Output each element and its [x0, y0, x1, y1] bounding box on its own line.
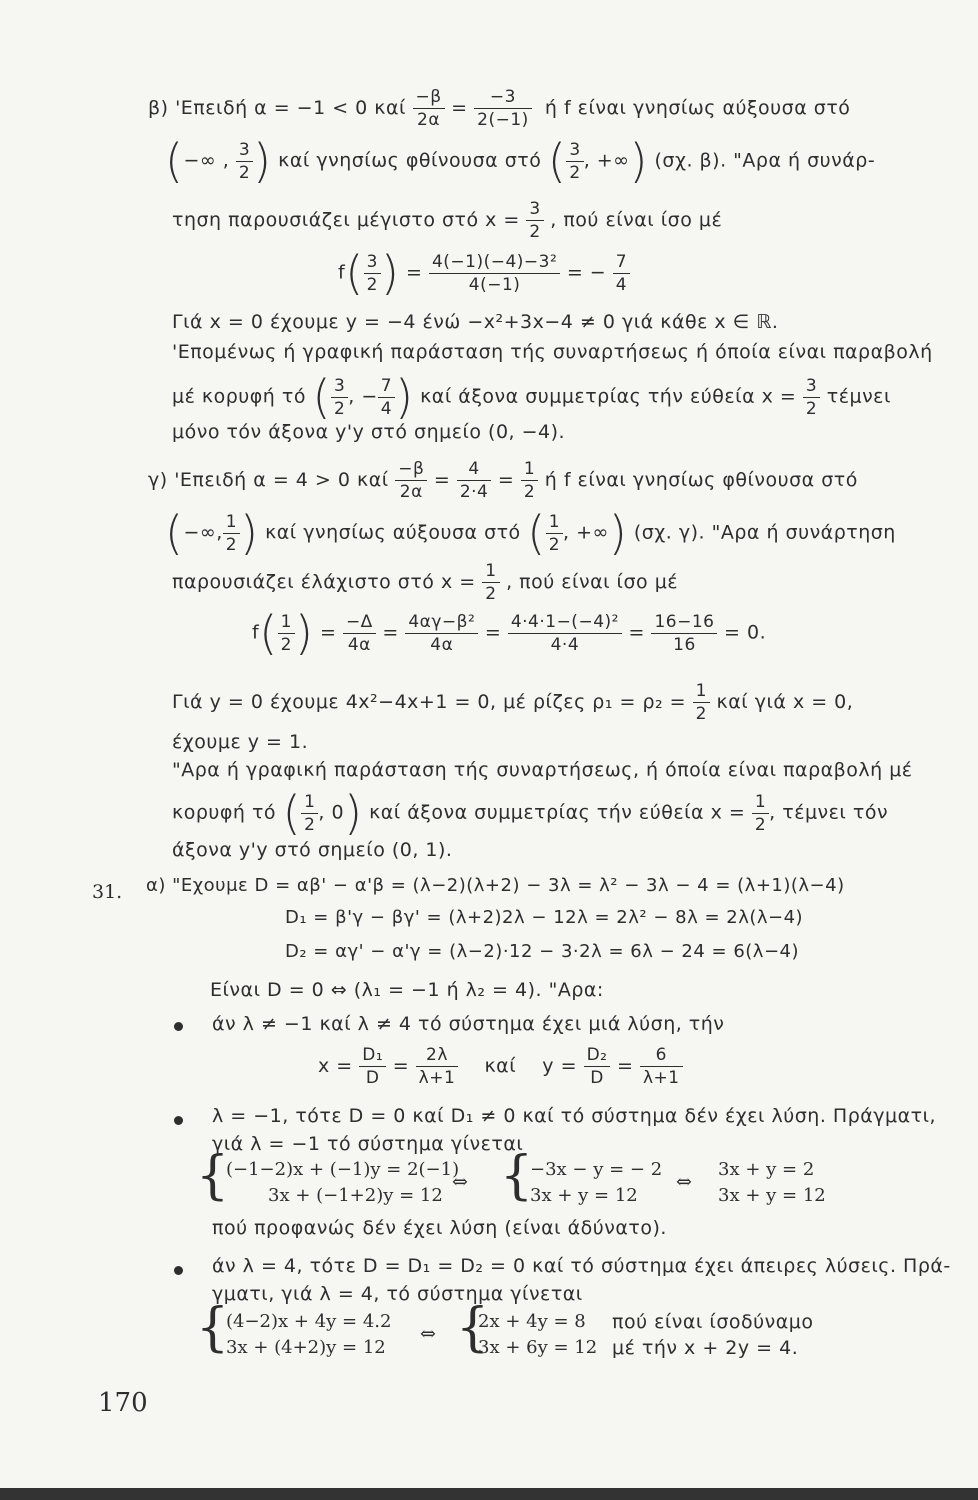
system-3-eq-1: 3x + y = 2 [718, 1159, 815, 1180]
beta-line-3: τηση παρουσιάζει μέγιστο στό x = $\frac{3}{2}$ , πού είναι ίσο μέ [172, 199, 723, 242]
left-brace: { [196, 1146, 230, 1206]
bullet [174, 1116, 183, 1125]
ex31-bullet-2: λ = −1, τότε D = 0 καί D₁ ≠ 0 καί τό σύστημα δέν έχει λύση. Πράγματι, [212, 1105, 937, 1127]
fraction: $\frac{-3}{2(-1)}$ [474, 86, 532, 131]
gamma-line-6: έχουμε y = 1. [172, 731, 309, 753]
ex31-line-2: D₁ = β'γ − βγ' = (λ+2)2λ − 12λ = 2λ² − 8λ = 2λ(λ−4) [285, 907, 804, 928]
equivalence-note-1: πού είναι ίσοδύναμο [612, 1311, 814, 1333]
beta-line-1: β) 'Επειδή α = −1 < 0 καί $\frac{-\beta}{2\alpha}$ = $\frac{-3}{2(-1)}$ ή f είναι γνησίως αύξουσα στό [148, 87, 851, 130]
scan-edge [0, 1488, 978, 1500]
iff-symbol: ⇔ [676, 1171, 692, 1193]
ex31-bullet-3: άν λ = 4, τότε D = D₁ = D₂ = 0 καί τό σύστημα έχει άπειρες λύσεις. Πρά- [212, 1255, 951, 1277]
beta-line-2: (−∞ , $\frac{3}{2}$ ) καί γνησίως φθίνουσα στό ( $\frac{3}{2}$ , +∞) (σχ. β). "Αρα ή συνάρ- [165, 134, 876, 188]
equivalence-note-2: μέ τήν x + 2y = 4. [612, 1337, 799, 1359]
system-2-eq-1: −3x − y = − 2 [530, 1159, 663, 1180]
system-4-eq-2: 3x + (4+2)y = 12 [226, 1337, 386, 1358]
fraction: $\frac{-\beta}{2\alpha}$ [413, 86, 445, 131]
bullet [174, 1266, 183, 1275]
system-1-eq-1: (−1−2)x + (−1)y = 2(−1) [226, 1159, 460, 1180]
beta-line-7: μέ κορυφή τό ( $\frac{3}{2}$ , − $\frac{7}{4}$ ) καί άξονα συμμετρίας τήν εύθεία x = $\frac{3}{2}$ τέμνει [172, 370, 891, 424]
left-brace: { [456, 1298, 490, 1358]
gamma-line-7: "Αρα ή γραφική παράσταση τής συναρτήσεως, ή όποία είναι παραβολή μέ [172, 759, 913, 781]
exercise-number: 31. [92, 881, 123, 903]
beta-line-8: μόνο τόν άξονα y'y στό σημείο (0, −4). [172, 421, 566, 443]
beta-line-5: Γιά x = 0 έχουμε y = −4 ένώ −x²+3x−4 ≠ 0 γιά κάθε x ∈ ℝ. [172, 311, 779, 333]
gamma-line-5: Γιά y = 0 έχουμε 4x²−4x+1 = 0, μέ ρίζες ρ₁ = ρ₂ = $\frac{1}{2}$ καί γιά x = 0, [172, 681, 854, 724]
ex31-bullet-3-b: γματι, γιά λ = 4, τό σύστημα γίνεται [212, 1283, 583, 1305]
system-1-eq-2: 3x + (−1+2)y = 12 [268, 1185, 443, 1206]
ex31-bullet-2-c: πού προφανώς δέν έχει λύση (είναι άδύνατο). [212, 1217, 667, 1239]
system-2-eq-2: 3x + y = 12 [530, 1185, 638, 1206]
gamma-line-3: παρουσιάζει έλάχιστο στό x = $\frac{1}{2}$ , πού είναι ίσο μέ [172, 561, 679, 604]
ex31-line-4: Είναι D = 0 ⇔ (λ₁ = −1 ή λ₂ = 4). "Αρα: [210, 979, 604, 1001]
left-brace: { [196, 1298, 230, 1358]
iff-symbol: ⇔ [420, 1323, 436, 1345]
bullet [174, 1022, 183, 1031]
gamma-line-9: άξονα y'y στό σημείο (0, 1). [172, 839, 453, 861]
ex31-line-3: D₂ = αγ' − α'γ = (λ−2)·12 − 3·2λ = 6λ − 24 = 6(λ−4) [285, 941, 800, 962]
beta-line-6: 'Επομένως ή γραφική παράσταση τής συναρτήσεως ή όποία είναι παραβολή [172, 341, 933, 363]
system-3-eq-2: 3x + y = 12 [718, 1185, 826, 1206]
system-5-eq-2: 3x + 6y = 12 [478, 1337, 598, 1358]
gamma-line-1: γ) 'Επειδή α = 4 > 0 καί $\frac{-\beta}{2\alpha}$ = $\frac{4}{2\cdot 4}$ = $\frac{1}{2}$ ή f είναι γνησίως φθίνουσα στό [148, 459, 858, 502]
gamma-line-2: (−∞, $\frac{1}{2}$ ) καί γνησίως αύξουσα στό ( $\frac{1}{2}$ , +∞) (σχ. γ). "Αρα ή συνάρτηση [165, 506, 896, 560]
beta-line-4: f( $\frac{3}{2}$ ) = $\frac{\text{4(−1)(−4)−3²}}{4(-1)}$ = − $\frac{7}{4}$ [338, 250, 630, 296]
system-5-eq-1: 2x + 4y = 8 [478, 1311, 586, 1332]
ex31-bullet-1-solution: x = $\frac{\text{D₁}}{D}$ = $\frac{2\lambda}{\lambda+1}$ καί y = $\frac{\text{D₂}}{D}$ = $\frac{6}{\lambda+1}$ [318, 1044, 683, 1089]
gamma-line-4: f( $\frac{1}{2}$ ) = $\frac{-\Delta}{4\alpha}$ = $\frac{\text{4αγ−β²}}{4\alpha}$ = $\frac{\text{4·4·1−(−4)²}}{4\cdot 4}$ = $\frac{16-16}{16}$ = 0. [252, 606, 767, 660]
ex31-bullet-1: άν λ ≠ −1 καί λ ≠ 4 τό σύστημα έχει μιά λύση, τήν [212, 1013, 725, 1035]
ex31-bullet-2-b: γιά λ = −1 τό σύστημα γίνεται [212, 1133, 524, 1155]
ex31-line-1: α) "Εχουμε D = αβ' − α'β = (λ−2)(λ+2) − 3λ = λ² − 3λ − 4 = (λ+1)(λ−4) [146, 875, 845, 896]
iff-symbol: ⇔ [452, 1171, 468, 1193]
left-brace: { [500, 1146, 534, 1206]
gamma-line-8: κορυφή τό ( $\frac{1}{2}$ , 0) καί άξονα συμμετρίας τήν εύθεία x = $\frac{1}{2}$ , τέμνει τόν [172, 786, 889, 840]
system-4-eq-1: (4−2)x + 4y = 4.2 [226, 1311, 392, 1332]
page-number: 170 [98, 1388, 148, 1418]
